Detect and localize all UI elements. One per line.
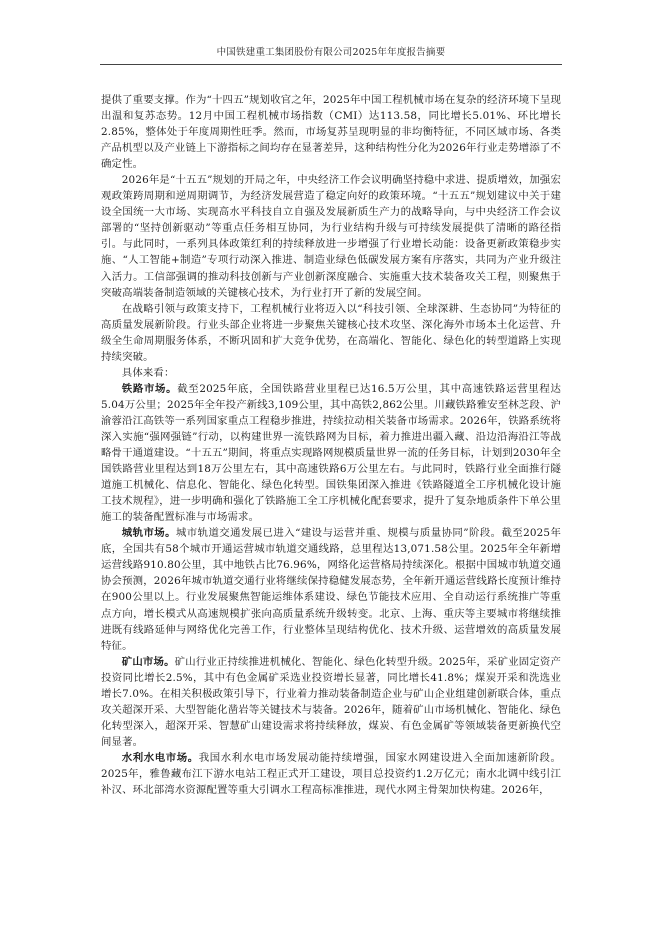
paragraph-mining-market xyxy=(101,654,561,750)
paragraph-intro-continuation: 提供了重要支撑。作为“十四五”规划收官之年，2025年中国工程机械市场在复杂的经济环境下呈现出温和复苏态势。12月中国工程机械市场指数（CMI）达113.58，同比增长5.01%、环比增长2.85%，整体处于年度周期性旺季。然而，市场复苏呈现明显的非均衡特征，不同区域市场、各类产品机型以及产业链上下游指标之间均存在显著差异，这种结构性分化为2026年行业走势增添了不确定性。 xyxy=(101,94,561,171)
railway-market-text: 截至2025年底，全国铁路营业里程已达16.5万公里，其中高速铁路运营里程达5.04万公里；2025年全年投产新线3,109公里，其中高铁2,862公里。川藏铁路雅安至林芝段、沪渝蓉沿江高铁等一系列国家重点工程稳步推进，持续拉动相关装备市场需求。2026年，铁路系统将深入实施“强网强链”行动，以构建世界一流铁路网为目标，着力推进出疆入藏、沿边沿海沿江等战略骨干通道建设。“十五五”期间，将重点实现路网规模质量世界一流的任务目标，计划到2030年全国铁路营业里程达到18万公里左右，其中高速铁路6万公里左右。与此同时，铁路行业全面推行隧道施工机械化、信息化、智能化、绿色化转型。国铁集团深入推进《铁路隧道全工序机械化设计施工技术规程》，进一步明确和强化了铁路施工全工序机械化配套要求，提升了复杂地质条件下单公里施工的装备配置标准与市场需求。 xyxy=(101,382,562,524)
paragraph-railway-market xyxy=(101,381,561,525)
header-rule xyxy=(100,64,562,65)
running-header: 中国铁建重工集团股份有限公司2025年年度报告摘要 xyxy=(216,47,446,58)
mining-market-text: 矿山行业正持续推进机械化、智能化、绿色化转型升级。2025年，采矿业固定资产投资同比增长2.5%，其中有色金属矿采选业投资增长显著，同比增长41.8%；煤炭开采和洗选业增长7.0%。在相关积极政策引导下，行业着力推动装备制造企业与矿山企业组建创新联合体，重点攻关超深开采、大型智能化凿岩等关键技术与装备。2026年，随着矿山市场机械化、智能化、绿色化转型深入，超深开采、智慧矿山建设需求将持续释放，煤炭、有色金属矿等领域装备更新换代空间显著。 xyxy=(101,655,562,748)
paragraph-hydropower-market xyxy=(101,750,561,798)
urban-rail-market-heading: 城轨市场。 xyxy=(121,527,176,540)
paragraph-specifics-intro: 具体来看： xyxy=(121,366,175,379)
hydropower-market-heading: 水利水电市场。 xyxy=(121,751,199,764)
paragraph-strategic-outlook: 在战略引领与政策支持下，工程机械行业将迈入以“科技引领、全球深耕、生态协同”为特征的高质量发展新阶段。行业头部企业将进一步聚焦关键核心技术攻坚、深化海外市场本土化运营、升级全生命周期服务体系，不断巩固和扩大竞争优势，在高端化、智能化、绿色化的转型道路上实现持续突破。 xyxy=(101,302,561,363)
body-text xyxy=(101,92,561,798)
paragraph-urban-rail-market xyxy=(101,525,561,653)
mining-market-heading: 矿山市场。 xyxy=(121,655,175,668)
urban-rail-market-text: 城市轨道交通发展已进入“建设与运营并重、规模与质量协同”阶段。截至2025年底，全国共有58个城市开通运营城市轨道交通线路，总里程达13,071.58公里。2025年全年新增运营线路910.80公里，其中地铁占比76.96%，网络化运营格局持续深化。根据中国城市轨道交通协会预测，2026年城市轨道交通行业将继续保持稳健发展态势，全年新开通运营线路长度预计维持在900公里以上。行业发展聚焦智能运维体系建设、绿色节能技术应用、全自动运行系统推广等重点方向，增长模式从高速规模扩张向高质量系统升级转变。北京、上海、重庆等主要城市将继续推进既有线路延伸与网络优化完善工作，行业整体呈现结构优化、技术升级、运营增效的高质量发展特征。 xyxy=(101,527,562,652)
railway-market-heading: 铁路市场。 xyxy=(121,382,178,395)
paragraph-15th-five-year-plan: 2026年是“十五五”规划的开局之年，中央经济工作会议明确坚持稳中求进、提质增效，加强宏观政策跨周期和逆周期调节，为经济发展营造了稳定向好的政策环境。“十五五”规划建议中关于建设全国统一大市场、实现高水平科技自立自强及发展新质生产力的战略导向，与中央经济工作会议部署的“坚持创新驱动”等重点任务相互协同，为行业结构升级与可持续发展提供了清晰的路径指引。与此同时，一系列具体政策红利的持续释放进一步增强了行业增长动能：设备更新政策稳步实施、“人工智能+制造”专项行动深入推进、制造业绿色低碳发展方案有序落实，共同为产业升级注入活力。工信部强调的推动科技创新与产业创新深度融合、实施重大技术装备攻关工程，则聚焦于突破高端装备制造领域的关键核心技术，为行业打开了新的发展空间。 xyxy=(101,174,561,299)
hydropower-market-text: 我国水利水电市场发展动能持续增强，国家水网建设进入全面加速新阶段。2025年，雅鲁藏布江下游水电站工程正式开工建设，项目总投资约1.2万亿元；南水北调中线引江补汉、环北部湾水资源配置等重大引调水工程高标准推进，现代水网主骨架加快构建。2026年， xyxy=(101,751,561,797)
